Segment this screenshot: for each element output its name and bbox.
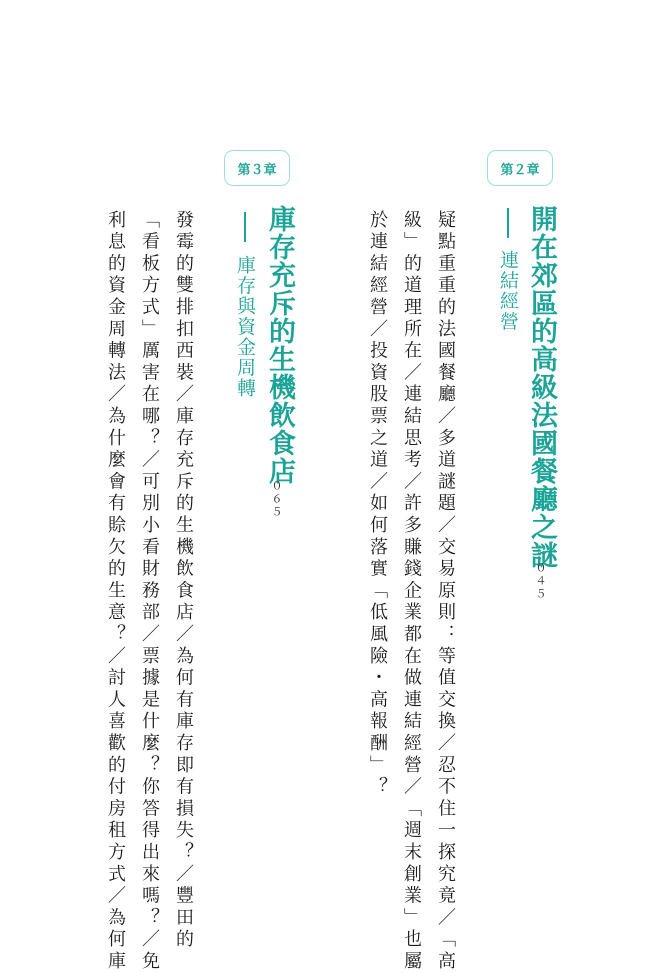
chapter-3-summary-line-2: 「看板方式」厲害在哪？／可別小看財務部／票據是什麼？你答得出來嗎？／免 xyxy=(139,210,160,973)
chapter-2-summary-line-1: 疑點重重的法國餐廳／多道謎題／交易原則：等值交換／忍不住一探究竟／「高 xyxy=(435,210,456,973)
chapter-3-summary-line-3: 利息的資金周轉法／為什麼會有賒欠的生意？／討人喜歡的付房租方式／為何庫 xyxy=(105,210,126,973)
chapter-3-subtitle-dash xyxy=(244,212,246,242)
chapter-3-title: 庫存充斥的生機飲食店 xyxy=(264,205,295,485)
chapter-2-summary-line-2: 級」的道理所在／連結思考／許多賺錢企業都在做連結經營／「週末創業」也屬 xyxy=(401,210,422,973)
chapter-3-badge: 第３章 xyxy=(224,150,290,186)
chapter-2-subtitle: 連結經營 xyxy=(497,250,519,332)
chapter-2-subtitle-dash xyxy=(507,208,509,238)
chapter-3-page-number: ０６５ xyxy=(270,480,283,519)
chapter-2-badge: 第２章 xyxy=(487,150,553,186)
chapter-2-title: 開在郊區的高級法國餐廳之謎 xyxy=(526,205,557,569)
chapter-2-page-number: ０４５ xyxy=(534,562,547,601)
chapter-3-summary-line-1: 發霉的雙排扣西裝／庫存充斥的生機飲食店／為何有庫存即有損失？／豐田的 xyxy=(173,210,194,952)
chapter-3-subtitle: 庫存與資金周轉 xyxy=(234,255,256,399)
chapter-2-summary-line-3: 於連結經營／投資股票之道／如何落實「低風險・高報酬」？ xyxy=(367,210,388,799)
